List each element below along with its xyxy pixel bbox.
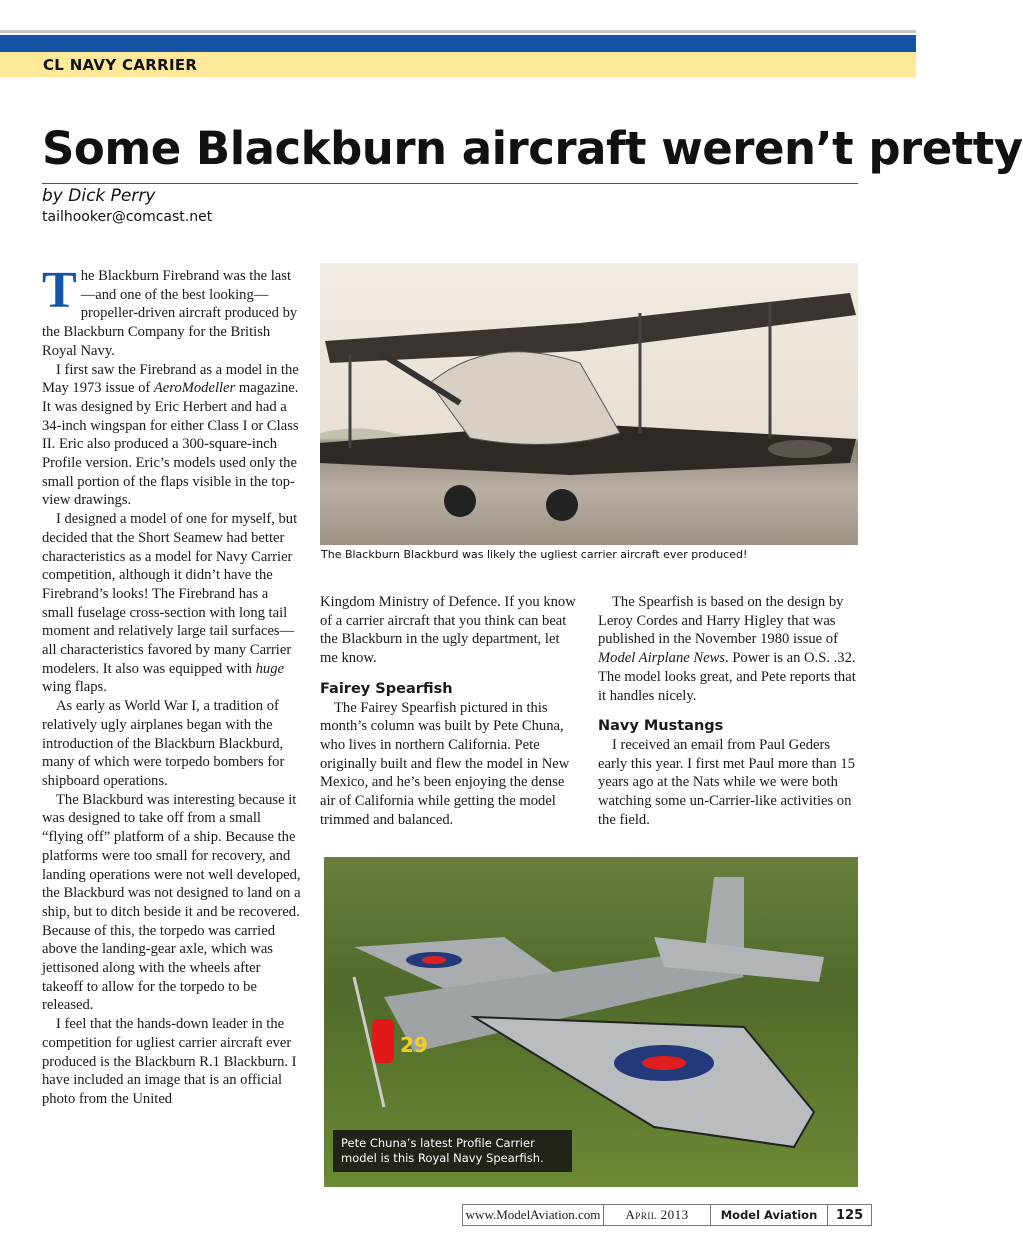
paragraph: The Spearfish is based on the design by Leroy Cordes and Harry Higley that was published in the November 1980 issue of Model Airplane News. Power is an O.S. .32. The model looks great, and Pete reports that it handles nicely. <box>598 594 856 704</box>
model-number: 29 <box>400 1033 428 1057</box>
paragraph: Kingdom Ministry of Defence. If you know of a carrier aircraft that you think can beat the Blackburn in the ugly department, let me know. <box>320 594 576 667</box>
page-footer <box>462 1204 872 1226</box>
paragraph: The Blackburn Firebrand was the last—and one of the best looking—propeller-driven aircraft produced by the Blackburn Company for the British Royal Navy. <box>42 262 298 359</box>
header-blue-band <box>0 35 916 52</box>
drop-cap: T <box>42 262 77 319</box>
footer-magazine: Model Aviation <box>711 1205 828 1225</box>
paragraph: I feel that the hands-down leader in the competition for ugliest carrier aircraft ever produced is the Blackburn R.1 Blackburn. I have included an image that is an official photo from the United <box>42 1016 297 1107</box>
column-2 <box>320 593 576 829</box>
photo-caption: The Blackburn Blackburd was likely the ugliest carrier aircraft ever produced! <box>321 548 748 561</box>
paragraph: As early as World War I, a tradition of relatively ugly airplanes began with the introduction of the Blackburn Blackburd, many of which were torpedo bombers for shipboard operations. <box>42 698 285 789</box>
section-label: CL NAVY CARRIER <box>43 56 198 74</box>
title-rule <box>42 183 858 184</box>
column-3 <box>598 593 856 829</box>
article-title: Some Blackburn aircraft weren’t pretty <box>42 122 1023 175</box>
subheading: Navy Mustangs <box>598 718 724 735</box>
column-1 <box>42 262 301 1109</box>
paragraph: The Blackburd was interesting because it was designed to take off from a small “flying off” platform of a ship. Because the platforms were too small for recovery, and landing operations were not well developed, the Blackburd was not designed to land on a ship, but to ditch beside it and be recovered. Because of this, the torpedo was carried above the landing-gear axle, which was jettisoned along with the wheels after takeoff to allow for the torpedo to be released. <box>42 791 301 1014</box>
paragraph: I designed a model of one for myself, but decided that the Short Seamew had better characteristics as a model for Navy Carrier competition, although it didn’t have the Firebrand’s looks! The Firebrand has a small fuselage cross-section with long tail moment and relatively large tail surfaces—all characteristics favored by many Carrier modelers. It also was equipped with huge wing flaps. <box>42 511 298 696</box>
page-number: 125 <box>836 1207 864 1223</box>
blackburd-photo <box>320 263 858 545</box>
subheading: Fairey Spearfish <box>320 680 453 697</box>
paragraph: I first saw the Firebrand as a model in the May 1973 issue of AeroModeller magazine. It was designed by Eric Herbert and had a 34-inch wingspan for either Class I or Class II. Eric also produced a 300-square-inch Profile version. Eric’s models used only the small portion of the flaps visible in the top-view drawings. <box>42 361 299 509</box>
paragraph: The Fairey Spearfish pictured in this month’s column was built by Pete Chuna, who lives in northern California. Pete originally built and flew the model in New Mexico, and he’s been enjoying the dense air of California while getting the model trimmed and balanced. <box>320 699 570 828</box>
photo-caption: Pete Chuna’s latest Profile Carrier model is this Royal Navy Spearfish. <box>333 1130 572 1172</box>
byline: by Dick Perry <box>42 186 156 206</box>
footer-url[interactable]: www.ModelAviation.com <box>463 1205 604 1225</box>
footer-date: April 2013 <box>604 1205 711 1225</box>
paragraph: I received an email from Paul Geders early this year. I first met Paul more than 15 years ago at the Nats while we were both watching some un-Carrier-like activities on the field. <box>598 736 855 828</box>
biplane-illustration <box>320 263 858 545</box>
top-rule <box>0 30 916 33</box>
author-email[interactable]: tailhooker@comcast.net <box>42 209 213 225</box>
